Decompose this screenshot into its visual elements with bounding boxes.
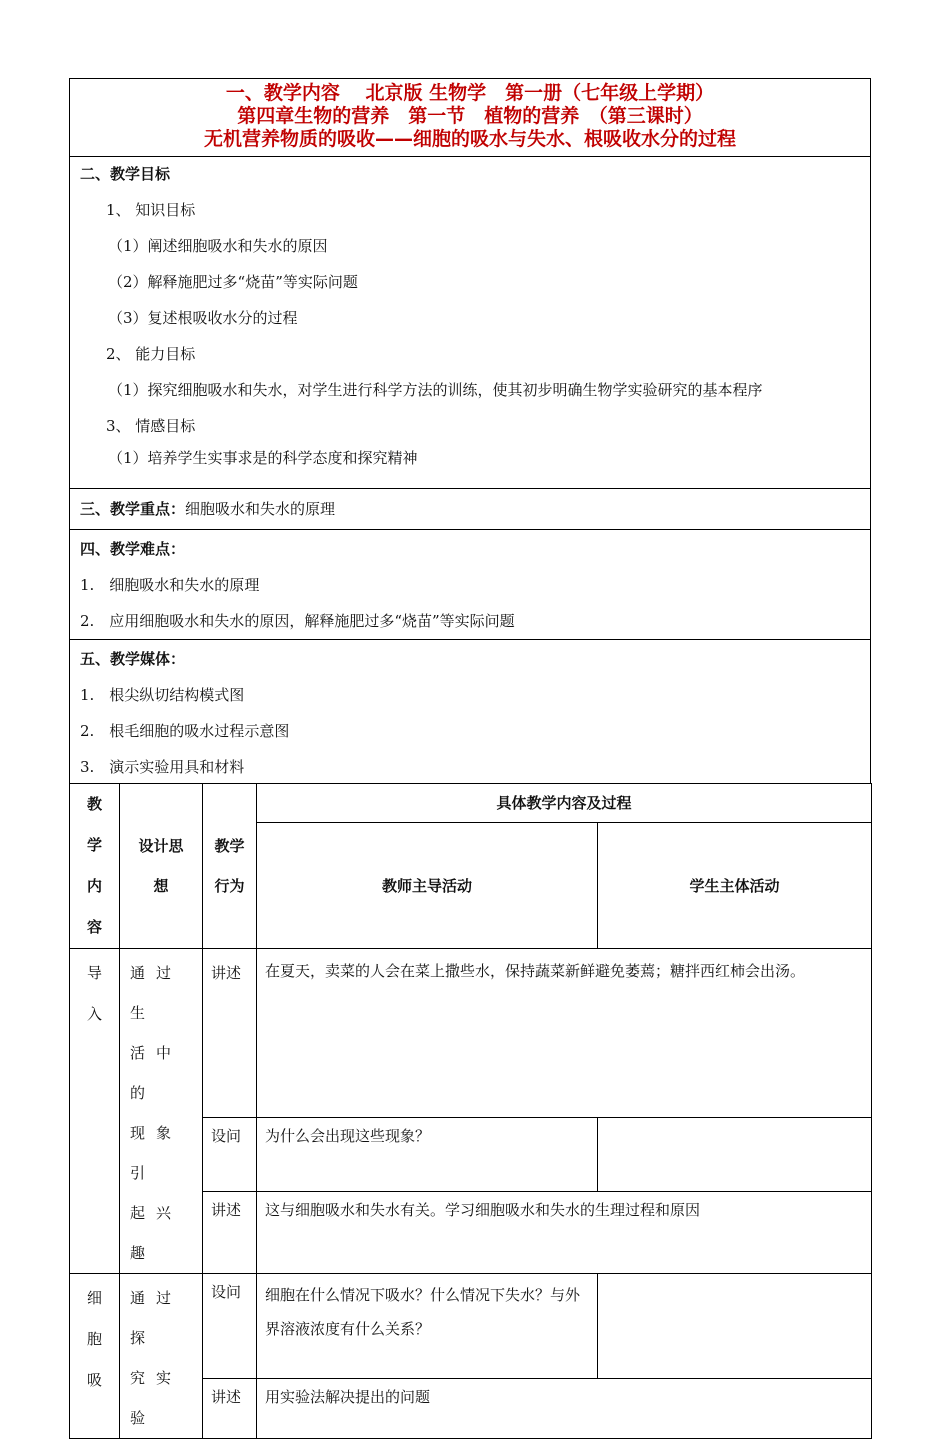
document-title-block bbox=[69, 78, 871, 156]
section-teaching-goals bbox=[69, 156, 871, 488]
section-key-points bbox=[69, 488, 871, 529]
teacher-activity-cell: 在夏天，卖菜的人会在菜上撒些水，保持蔬菜新鲜避免萎蔫；糖拌西红柿会出汤。 bbox=[257, 949, 872, 1118]
header-design: 设计思 想 bbox=[120, 784, 203, 949]
goal-item: （2）解释施肥过多“烧苗”等实际问题 bbox=[108, 273, 358, 291]
title-line-2: 第四章生物的营养 第一节 植物的营养 （第三课时） bbox=[237, 105, 703, 127]
lesson-plan-document bbox=[69, 78, 871, 1439]
student-activity-cell bbox=[598, 1274, 872, 1379]
goal-item: （1）培养学生实事求是的科学态度和探究精神 bbox=[108, 449, 418, 467]
goal-item: （1）探究细胞吸水和失水，对学生进行科学方法的训练，使其初步明确生物学实验研究的基本程序 bbox=[108, 381, 763, 399]
section-heading: 二、教学目标 bbox=[80, 165, 171, 183]
key-point-text: 细胞吸水和失水的原理 bbox=[185, 500, 336, 518]
subsection-title: 3、 情感目标 bbox=[106, 417, 196, 435]
section-media bbox=[69, 639, 871, 783]
behavior-cell: 讲述 bbox=[203, 1379, 257, 1439]
behavior-cell: 设问 bbox=[203, 1274, 257, 1379]
subsection-title: 2、 能力目标 bbox=[106, 345, 196, 363]
section-content-cell: 细 胞 吸 bbox=[70, 1274, 120, 1439]
section-heading: 五、教学媒体： bbox=[80, 650, 186, 668]
difficulty-item: 1. 细胞吸水和失水的原理 bbox=[80, 576, 260, 594]
behavior-cell: 讲述 bbox=[203, 949, 257, 1118]
table-header-row bbox=[70, 784, 872, 823]
table-row bbox=[70, 1274, 872, 1379]
student-activity-cell bbox=[598, 1117, 872, 1191]
section-heading: 四、教学难点： bbox=[80, 540, 186, 558]
table-row bbox=[70, 949, 872, 1118]
title-line-3: 无机营养物质的吸收——细胞的吸水与失水、根吸收水分的过程 bbox=[203, 128, 736, 150]
header-process: 具体教学内容及过程 bbox=[257, 784, 872, 823]
media-item: 2. 根毛细胞的吸水过程示意图 bbox=[80, 722, 290, 740]
teacher-activity-cell: 用实验法解决提出的问题 bbox=[257, 1379, 872, 1439]
section-design-cell: 通过生 活中的 现象引 起兴趣 bbox=[120, 949, 203, 1274]
goal-item: （1）阐述细胞吸水和失水的原因 bbox=[108, 237, 328, 255]
teacher-activity-cell: 这与细胞吸水和失水有关。学习细胞吸水和失水的生理过程和原因 bbox=[257, 1191, 872, 1273]
difficulty-item: 2. 应用细胞吸水和失水的原因，解释施肥过多“烧苗”等实际问题 bbox=[80, 612, 515, 630]
teacher-activity-cell: 细胞在什么情况下吸水？什么情况下失水？与外界溶液浓度有什么关系？ bbox=[257, 1274, 598, 1379]
teacher-activity-cell: 为什么会出现这些现象？ bbox=[257, 1117, 598, 1191]
teaching-process-table bbox=[69, 783, 872, 1439]
header-content: 教 学 内 容 bbox=[70, 784, 120, 949]
section-content-cell: 导 入 bbox=[70, 949, 120, 1274]
goal-item: （3）复述根吸收水分的过程 bbox=[108, 309, 298, 327]
section-difficulties bbox=[69, 529, 871, 639]
title-line-1: 一、教学内容 北京版 生物学 第一册（七年级上学期） bbox=[225, 82, 715, 104]
header-student: 学生主体活动 bbox=[598, 822, 872, 948]
section-design-cell: 通过探 究实验 bbox=[120, 1274, 203, 1439]
behavior-cell: 讲述 bbox=[203, 1191, 257, 1273]
header-behavior: 教学 行为 bbox=[203, 784, 257, 949]
subsection-title: 1、 知识目标 bbox=[106, 201, 196, 219]
behavior-cell: 设问 bbox=[203, 1117, 257, 1191]
section-heading: 三、教学重点： bbox=[80, 500, 186, 518]
header-teacher: 教师主导活动 bbox=[257, 822, 598, 948]
media-item: 1. 根尖纵切结构模式图 bbox=[80, 686, 245, 704]
media-item: 3. 演示实验用具和材料 bbox=[80, 758, 245, 776]
